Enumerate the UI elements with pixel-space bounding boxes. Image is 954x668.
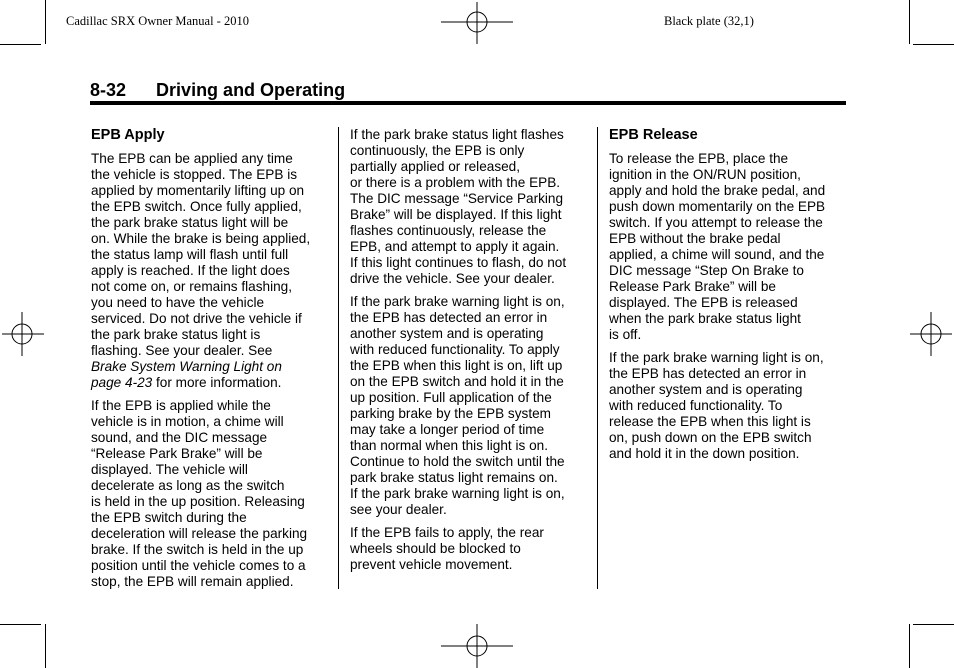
- text-line: position until the vehicle comes to a: [91, 558, 306, 573]
- text-line: Release Park Brake” will be: [609, 279, 776, 294]
- text-line: ignition in the ON/RUN position,: [609, 167, 801, 182]
- text-line: If the park brake warning light is on,: [350, 294, 565, 309]
- text-line: or there is a problem with the EPB.: [350, 175, 561, 190]
- text-line: the park brake status light will be: [91, 215, 289, 230]
- text-line: continuously, the EPB is only: [350, 143, 525, 158]
- text-line: Continue to hold the switch until the: [350, 454, 565, 469]
- text-line: stop, the EPB will remain applied.: [91, 574, 294, 589]
- column-epb-release: [609, 127, 849, 469]
- text-line: the EPB when this light is on, lift up: [350, 358, 563, 373]
- text-line: To release the EPB, place the: [609, 151, 789, 166]
- text-line: on, push down on the EPB switch: [609, 430, 812, 445]
- text-line: for more information.: [152, 375, 282, 390]
- text-line: push down momentarily on the EPB: [609, 199, 826, 214]
- text-line: If the park brake status light flashes: [350, 127, 564, 142]
- text-line: when the park brake status light: [609, 311, 801, 326]
- text-line: wheels should be blocked to: [350, 541, 521, 556]
- text-line: the vehicle is stopped. The EPB is: [91, 167, 298, 182]
- column-divider: [338, 127, 339, 589]
- text-line: serviced. Do not drive the vehicle if: [91, 311, 302, 326]
- paragraph: [91, 398, 331, 590]
- text-line: If the EPB fails to apply, the rear: [350, 525, 544, 540]
- text-line: the park brake status light is: [91, 327, 261, 342]
- cross-reference-link[interactable]: Brake System Warning Light on: [91, 359, 282, 374]
- paragraph: [91, 151, 331, 391]
- text-line: prevent vehicle movement.: [350, 557, 513, 572]
- crop-mark: [909, 624, 910, 668]
- text-line: not come on, or remains flashing,: [91, 279, 292, 294]
- text-line: The EPB can be applied any time: [91, 151, 293, 166]
- text-line: the EPB has detected an error in: [350, 310, 548, 325]
- text-line: is held in the up position. Releasing: [91, 494, 305, 509]
- text-line: vehicle is in motion, a chime will: [91, 414, 284, 429]
- text-line: the EPB switch. Once fully applied,: [91, 199, 302, 214]
- text-line: with reduced functionality. To: [609, 398, 783, 413]
- crop-mark: [0, 44, 41, 45]
- text-line: the EPB switch during the: [91, 510, 247, 525]
- text-line: apply and hold the brake pedal, and: [609, 183, 826, 198]
- column-epb-warnings: [350, 127, 590, 580]
- text-line: park brake status light remains on.: [350, 470, 558, 485]
- text-line: drive the vehicle. See your dealer.: [350, 271, 555, 286]
- text-line: flashes continuously, release the: [350, 223, 547, 238]
- text-line: another system and is operating: [609, 382, 803, 397]
- section-title: [90, 80, 345, 101]
- text-line: applied, a chime will sound, and the: [609, 247, 825, 262]
- text-line: you need to have the vehicle: [91, 295, 265, 310]
- text-line: decelerate as long as the switch: [91, 478, 285, 493]
- text-line: brake. If the switch is held in the up: [91, 542, 304, 557]
- paragraph: [350, 525, 590, 573]
- page-number: 8-32: [90, 80, 127, 100]
- paragraph: [350, 294, 590, 518]
- text-line: If the EPB is applied while the: [91, 398, 271, 413]
- text-line: DIC message “Step On Brake to: [609, 263, 804, 278]
- text-line: flashing. See your dealer. See: [91, 343, 273, 358]
- crop-mark: [913, 44, 954, 45]
- text-line: displayed. The vehicle will: [91, 462, 248, 477]
- registration-mark-icon: [441, 624, 513, 668]
- text-line: switch. If you attempt to release the: [609, 215, 823, 230]
- crop-mark: [913, 624, 954, 625]
- text-line: Brake” will be displayed. If this light: [350, 207, 562, 222]
- text-line: may take a longer period of time: [350, 422, 545, 437]
- text-line: the EPB has detected an error in: [609, 366, 807, 381]
- text-line: than normal when this light is on.: [350, 438, 548, 453]
- text-line: up position. Full application of the: [350, 390, 552, 405]
- crop-mark: [0, 624, 41, 625]
- text-line: “Release Park Brake” will be: [91, 446, 263, 461]
- text-line: and hold it in the down position.: [609, 446, 800, 461]
- text-line: If this light continues to flash, do not: [350, 255, 567, 270]
- text-line: The DIC message “Service Parking: [350, 191, 564, 206]
- text-line: apply is reached. If the light does: [91, 263, 290, 278]
- registration-mark-icon: [910, 312, 952, 356]
- text-line: deceleration will release the parking: [91, 526, 308, 541]
- text-line: on the EPB switch and hold it in the: [350, 374, 564, 389]
- column-divider: [597, 127, 598, 589]
- section-name: Driving and Operating: [156, 80, 346, 100]
- cross-reference-page[interactable]: page 4-23: [91, 375, 153, 390]
- text-line: with reduced functionality. To apply: [350, 342, 560, 357]
- text-line: the status lamp will flash until full: [91, 247, 289, 262]
- paragraph: [609, 350, 849, 462]
- manual-title: Cadillac SRX Owner Manual - 2010: [66, 14, 249, 28]
- text-line: If the park brake warning light is on,: [350, 486, 565, 501]
- text-line: EPB without the brake pedal: [609, 231, 781, 246]
- column-epb-apply: [91, 127, 331, 597]
- text-line: is off.: [609, 327, 642, 342]
- text-line: If the park brake warning light is on,: [609, 350, 824, 365]
- registration-mark-icon: [441, 2, 513, 44]
- text-line: applied by momentarily lifting up on: [91, 183, 305, 198]
- heading-epb-release: EPB Release: [609, 127, 698, 143]
- text-line: see your dealer.: [350, 502, 447, 517]
- plate-label: Black plate (32,1): [664, 14, 754, 28]
- text-line: another system and is operating: [350, 326, 544, 341]
- registration-mark-icon: [2, 312, 44, 356]
- text-line: partially applied or released,: [350, 159, 521, 174]
- paragraph: [350, 127, 590, 287]
- crop-mark: [45, 0, 46, 44]
- heading-epb-apply: EPB Apply: [91, 127, 165, 143]
- text-line: sound, and the DIC message: [91, 430, 268, 445]
- paragraph: [609, 151, 849, 343]
- text-line: on. While the brake is being applied,: [91, 231, 311, 246]
- text-line: release the EPB when this light is: [609, 414, 811, 429]
- text-line: displayed. The EPB is released: [609, 295, 798, 310]
- crop-mark: [909, 0, 910, 44]
- text-line: EPB, and attempt to apply it again.: [350, 239, 560, 254]
- text-line: parking brake by the EPB system: [350, 406, 551, 421]
- crop-mark: [45, 624, 46, 668]
- section-rule: [90, 101, 846, 105]
